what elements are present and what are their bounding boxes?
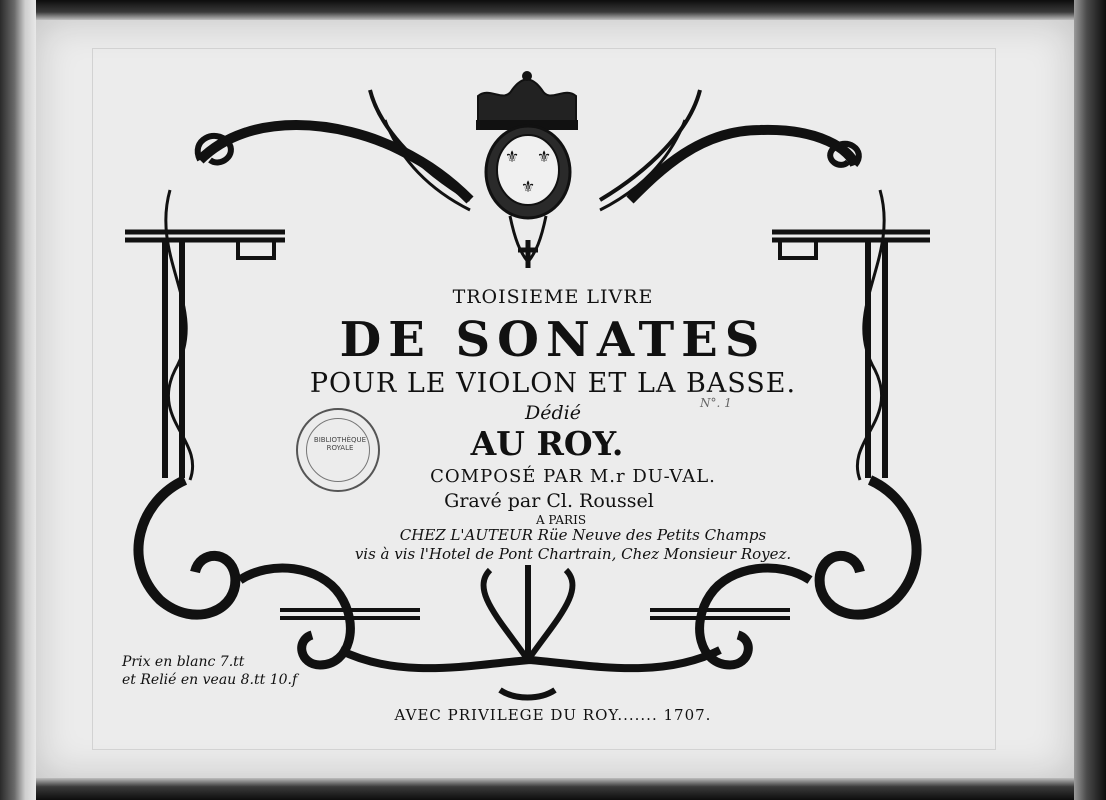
acanthus-scroll-icon bbox=[630, 130, 855, 200]
privilege-line: AVEC PRIVILEGE DU ROY....... 1707. bbox=[394, 706, 712, 724]
dedication-label: Dédié bbox=[525, 402, 581, 424]
title-line-1: TROISIEME LIVRE bbox=[452, 286, 654, 308]
title-line-3: POUR LE VIOLON ET LA BASSE. bbox=[309, 368, 797, 399]
address-line-2: vis à vis l'Hotel de Pont Chartrain, Chez Monsieur Royez. bbox=[354, 545, 792, 563]
dedicatee: AU ROY. bbox=[470, 424, 624, 463]
title-line-2: DE SONATES bbox=[339, 312, 767, 368]
svg-text:⚜: ⚜ bbox=[536, 147, 552, 166]
svg-text:⚜: ⚜ bbox=[504, 147, 520, 166]
shelfmark: N°. 1 bbox=[700, 396, 732, 410]
palmette-icon bbox=[484, 565, 573, 660]
price-line-1: Prix en blanc 7.tt bbox=[122, 654, 245, 670]
engraver-line: Gravé par Cl. Roussel bbox=[444, 490, 654, 512]
fleur-de-lis-shield-icon bbox=[486, 126, 570, 268]
acanthus-scroll-icon bbox=[200, 125, 470, 200]
crown-icon bbox=[476, 71, 578, 130]
stamp-text: BIBLIOTHÈQUE ROYALE bbox=[313, 436, 367, 452]
price-line-2: et Relié en veau 8.tt 10.f bbox=[122, 672, 298, 688]
city-line: A PARIS bbox=[535, 513, 587, 527]
address-line-1: CHEZ L'AUTEUR Rüe Neuve des Petits Champs bbox=[399, 526, 767, 544]
svg-text:⚜: ⚜ bbox=[520, 177, 536, 196]
composer-line: COMPOSÉ PAR M.r DU-VAL. bbox=[430, 466, 716, 487]
library-stamp-icon bbox=[296, 408, 380, 492]
